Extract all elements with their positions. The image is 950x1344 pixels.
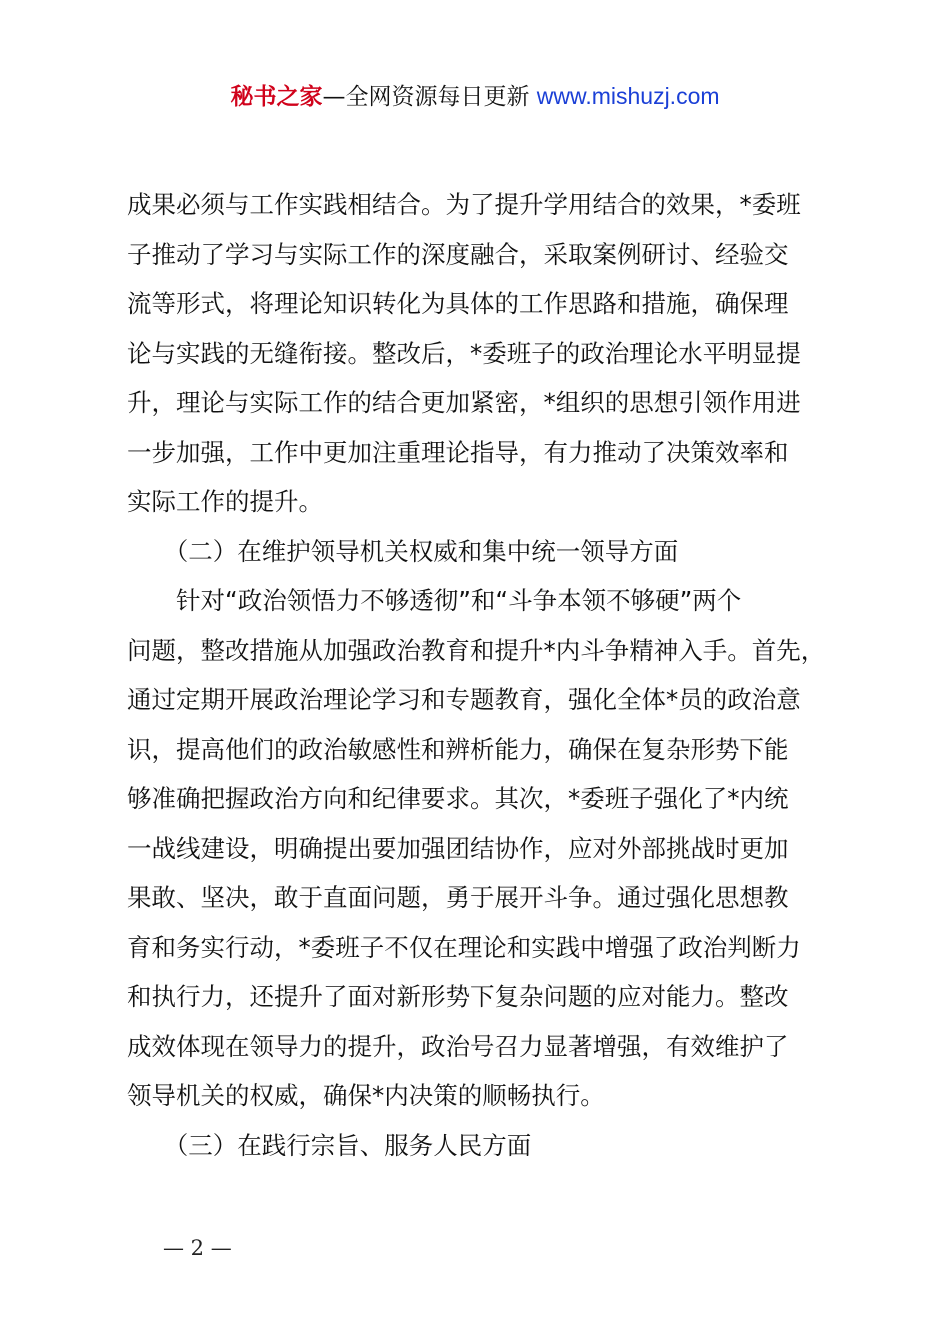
text-line: 成果必须与工作实践相结合。为了提升学用结合的效果，*委班 (127, 190, 801, 219)
text-line: 成效体现在领导力的提升，政治号召力显著增强，有效维护了 (127, 1031, 789, 1061)
document-body (127, 180, 847, 1170)
text-line: 针对“政治领悟力不够透彻”和“斗争本领不够硬”两个 (127, 586, 742, 615)
text-line: 通过定期开展政治理论学习和专题教育，强化全体*员的政治意 (127, 685, 801, 714)
text-line: 一战线建设，明确提出要加强团结协作，应对外部挑战时更加 (127, 833, 789, 863)
text-line: 育和务实行动，*委班子不仅在理论和实践中增强了政治判断力 (127, 932, 801, 962)
site-url-link[interactable]: www.mishuzj.com (536, 83, 720, 109)
text-line: 流等形式，将理论知识转化为具体的工作思路和措施，确保理 (127, 289, 789, 318)
site-banner (0, 78, 950, 115)
text-line: 问题，整改措施从加强政治教育和提升*内斗争精神入手。首先， (127, 635, 826, 665)
text-line: 论与实践的无缝衔接。整改后，*委班子的政治理论水平明显提 (127, 338, 801, 368)
page-number: — 2 — (163, 1236, 232, 1260)
text-line: 果敢、坚决，敢于直面问题，勇于展开斗争。通过强化思想教 (127, 883, 789, 912)
text-line: 够准确把握政治方向和纪律要求。其次，*委班子强化了*内统 (127, 784, 789, 813)
text-line: 一步加强，工作中更加注重理论指导，有力推动了决策效率和 (127, 437, 789, 467)
text-line: 和执行力，还提升了面对新形势下复杂问题的应对能力。整改 (127, 982, 789, 1011)
banner-slogan: —全网资源每日更新 (322, 84, 537, 110)
text-line: 识，提高他们的政治敏感性和辨析能力，确保在复杂形势下能 (127, 734, 789, 764)
text-line: 领导机关的权威，确保*内决策的顺畅执行。 (127, 1081, 605, 1110)
text-line: 升，理论与实际工作的结合更加紧密，*组织的思想引领作用进 (127, 388, 801, 417)
section-heading-2: （二）在维护领导机关权威和集中统一领导方面 (127, 536, 679, 566)
text-line: 实际工作的提升。 (127, 487, 323, 516)
text-line: 子推动了学习与实际工作的深度融合，采取案例研讨、经验交 (127, 239, 789, 269)
section-heading-3: （三）在践行宗旨、服务人民方面 (127, 1130, 532, 1160)
brand-name: 秘书之家 (230, 84, 323, 110)
